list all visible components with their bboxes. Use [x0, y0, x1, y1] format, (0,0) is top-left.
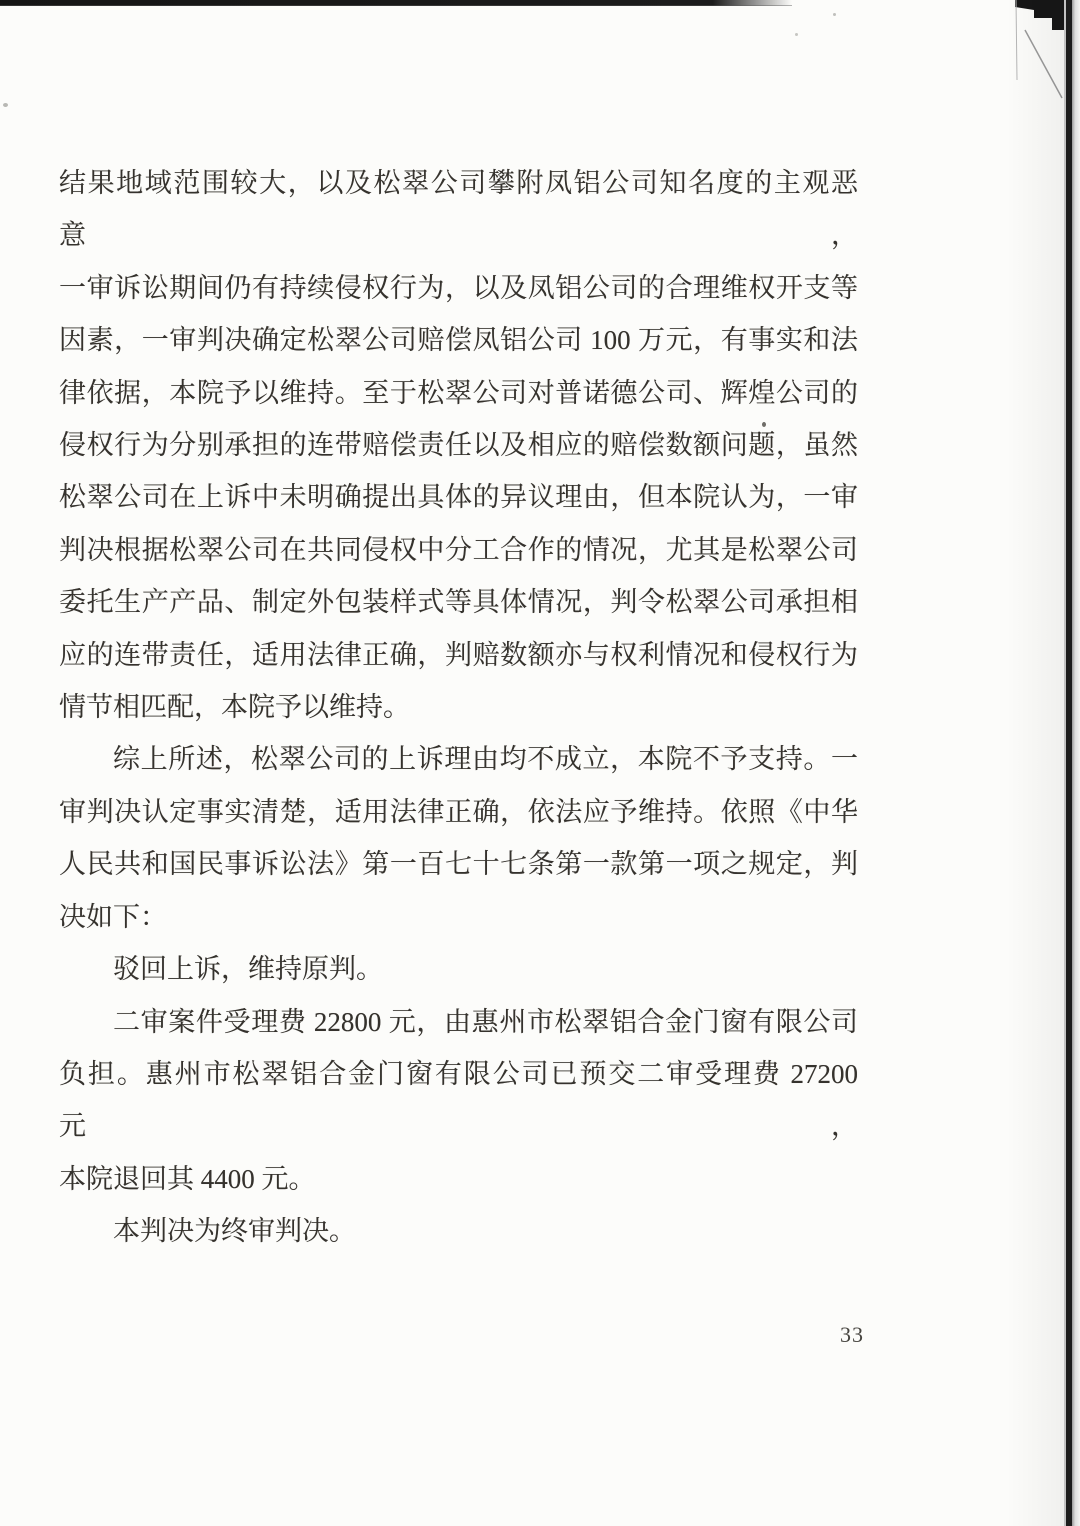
- judgment-line: 侵权行为分别承担的连带赔偿责任以及相应的赔偿数额问题，虽然: [59, 430, 858, 461]
- judgment-body: [59, 157, 858, 1258]
- judgment-line: 本判决为终审判决。: [113, 1216, 356, 1247]
- page-number: 33: [840, 1322, 864, 1347]
- scan-artifact-top-edge: [0, 0, 792, 6]
- judgment-line: 本院退回其 4400 元。: [59, 1163, 316, 1194]
- judgment-line: 决如下：: [59, 901, 167, 932]
- judgment-line: 因素，一审判决确定松翠公司赔偿凤铝公司 100 万元，有事实和法: [59, 325, 858, 356]
- right-edge-fringe-right: [1072, 0, 1080, 1526]
- judgment-line: 一审诉讼期间仍有持续侵权行为，以及凤铝公司的合理维权开支等: [59, 272, 858, 303]
- judgment-line: 应的连带责任，适用法律正确，判赔数额亦与权利情况和侵权行为: [59, 639, 858, 670]
- judgment-line: 负担。惠州市松翠铝合金门窗有限公司已预交二审受理费 27200 元，: [59, 1058, 858, 1142]
- scan-speck: [795, 33, 798, 36]
- judgment-line: 结果地域范围较大，以及松翠公司攀附凤铝公司知名度的主观恶意，: [59, 168, 858, 251]
- judgment-line: 情节相匹配，本院予以维持。: [59, 692, 410, 723]
- judgment-line: 二审案件受理费 22800 元，由惠州市松翠铝合金门窗有限公司: [113, 1006, 858, 1037]
- judgment-line: 综上所述，松翠公司的上诉理由均不成立，本院不予支持。一: [113, 744, 858, 775]
- judgment-line: 人民共和国民事诉讼法》第一百七十七条第一款第一项之规定，判: [59, 849, 858, 880]
- judgment-line: 判决根据松翠公司在共同侵权中分工合作的情况，尤其是松翠公司: [59, 534, 858, 565]
- scan-speck: [833, 13, 836, 16]
- scan-speck: [3, 103, 8, 107]
- judgment-line: 律依据，本院予以维持。至于松翠公司对普诺德公司、辉煌公司的: [59, 377, 858, 408]
- judgment-line: 委托生产产品、制定外包装样式等具体情况，判令松翠公司承担相: [59, 587, 858, 618]
- judgment-line: 审判决认定事实清楚，适用法律正确，依法应予维持。依照《中华: [59, 796, 858, 827]
- scan-page-edge-shadow: [1006, 0, 1066, 1526]
- judgment-line: 驳回上诉，维持原判。: [113, 954, 383, 985]
- judgment-line: 松翠公司在上诉中未明确提出具体的异议理由，但本院认为，一审: [59, 482, 858, 513]
